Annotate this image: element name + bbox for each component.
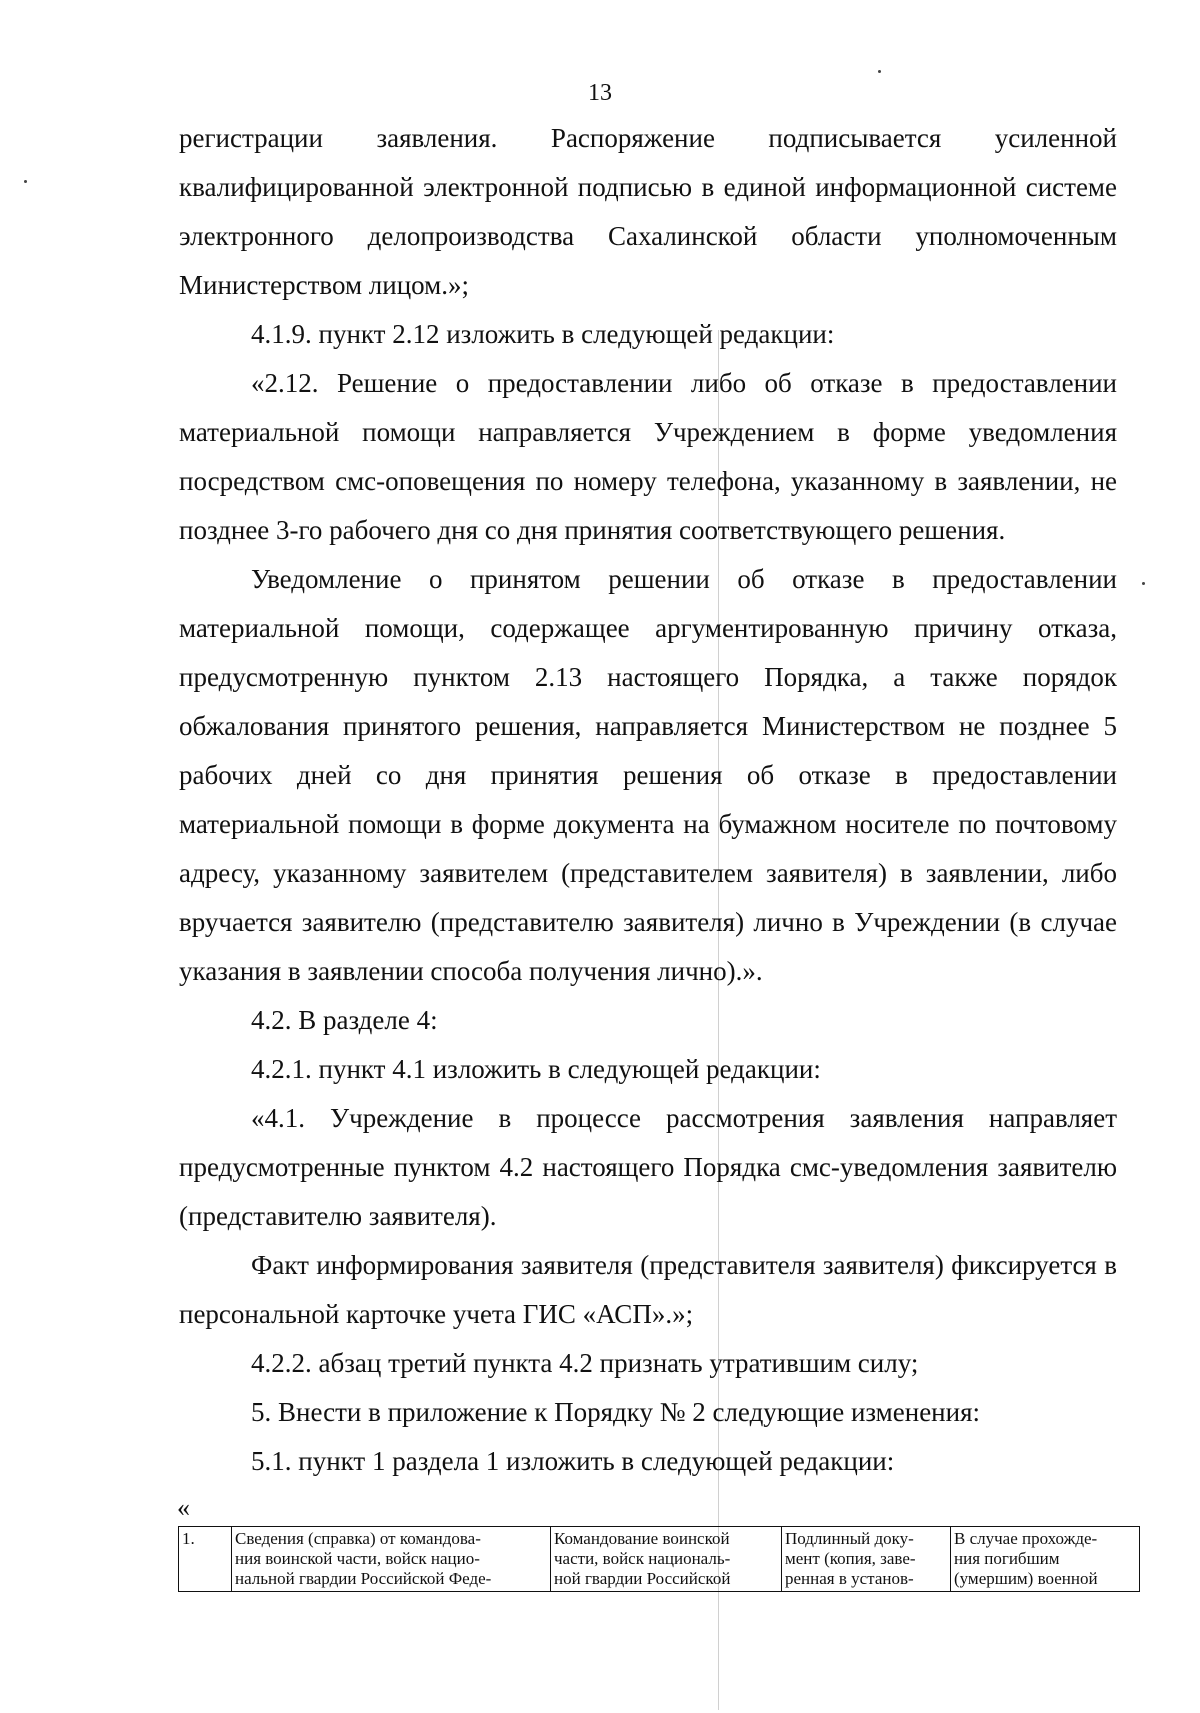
table-open-quote: « — [177, 1493, 190, 1522]
paragraph: «2.12. Решение о предоставлении либо об отказе в предоставлении материальной помощи направляется Учреждением в форме уведомления посредством смс-оповещения по номеру телефона, указанному в заявлении, не позднее 3-го рабочего дня со дня принятия соответствующего решения. — [179, 368, 1117, 545]
requirements-table — [178, 1526, 1140, 1592]
table-cell-issuer: Командование воинской части, войск националь- ной гвардии Российской — [551, 1527, 782, 1592]
scan-speck — [1142, 582, 1145, 585]
scan-speck — [24, 180, 27, 183]
table-cell-document: Сведения (справка) от командова- ния воинской части, войск нацио- нальной гвардии Российской Феде- — [232, 1527, 551, 1592]
paragraph: регистрации заявления. Распоряжение подписывается усиленной квалифицированной электронной подписью в единой информационной системе электронного делопроизводства Сахалинской области уполномоченным Министерством лицом.»; — [179, 123, 1117, 300]
paragraph: 4.1.9. пункт 2.12 изложить в следующей редакции: — [251, 319, 835, 349]
paragraph: 4.2. В разделе 4: — [251, 1005, 438, 1035]
table-cell-condition: В случае прохожде- ния погибшим (умершим) военной — [951, 1527, 1140, 1592]
paragraph: 4.2.2. абзац третий пункта 4.2 признать утратившим силу; — [251, 1348, 919, 1378]
paragraph: Факт информирования заявителя (представителя заявителя) фиксируется в персональной карточке учета ГИС «АСП».»; — [179, 1250, 1117, 1329]
paragraph: 5. Внести в приложение к Порядку № 2 следующие изменения: — [251, 1397, 980, 1427]
table-cell-number: 1. — [179, 1527, 232, 1592]
paragraph: 5.1. пункт 1 раздела 1 изложить в следующей редакции: — [251, 1446, 895, 1476]
table-row — [179, 1527, 1140, 1592]
scan-speck — [878, 70, 881, 73]
paragraph: Уведомление о принятом решении об отказе в предоставлении материальной помощи, содержащее аргументированную причину отказа, предусмотренную пунктом 2.13 настоящего Порядка, а также порядок обжалования принятого решения, направляется Министерством не позднее 5 рабочих дней со дня принятия решения об отказе в предоставлении материальной помощи в форме документа на бумажном носителе по почтовому адресу, указанному заявителем (представителем заявителя) в заявлении, либо вручается заявителю (представителю заявителя) лично в Учреждении (в случае указания в заявлении способа получения лично).». — [179, 564, 1117, 986]
document-body — [179, 114, 1117, 1486]
paragraph: 4.2.1. пункт 4.1 изложить в следующей редакции: — [251, 1054, 821, 1084]
paragraph: «4.1. Учреждение в процессе рассмотрения заявления направляет предусмотренные пунктом 4.2 настоящего Порядка смс-уведомления заявителю (представителю заявителя). — [179, 1103, 1117, 1231]
table-cell-form: Подлинный доку- мент (копия, заве- ренная в установ- — [782, 1527, 951, 1592]
page-number: 13 — [588, 80, 612, 106]
